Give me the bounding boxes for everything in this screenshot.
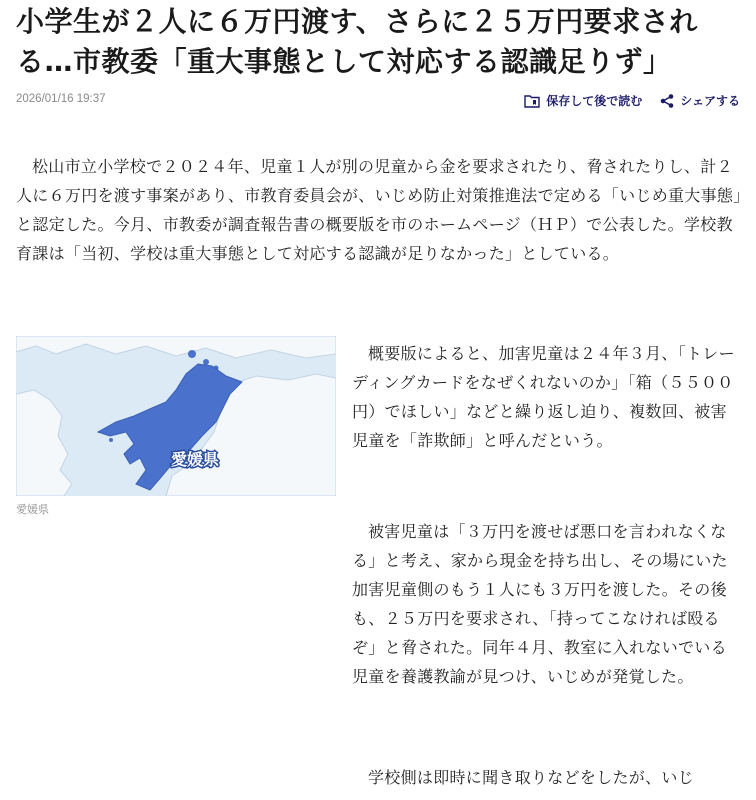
figure-caption: 愛媛県 xyxy=(16,503,49,516)
paragraph-1: 松山市立小学校で２０２４年、児童１人が別の児童から金を要求されたり、脅されたりし、計２人に６万円を渡す事案があり、市教育委員会が、いじめ防止対策推進法で定める「いじめ重大事態」と認定した。今月、市教委が調査報告書の概要版を市のホームページ（ＨＰ）で公表した。学校教育課は「当初、学校は重大事態として対応する認識が足りなかった」としている。 xyxy=(16,157,742,263)
share-label: シェアする xyxy=(680,94,740,108)
article-actions xyxy=(506,92,740,109)
paragraph-4: 学校側は即時に聞き取りなどをしたが、いじ xyxy=(368,768,695,787)
share-icon xyxy=(660,94,674,108)
article-title: 小学生が２人に６万円渡す、さらに２５万円要求される…市教委「重大事態として対応する認識足りず」 xyxy=(16,5,698,78)
bookmark-folder-icon xyxy=(524,94,540,108)
paragraph-2: 概要版によると、加害児童は２４年３月、「トレーディングカードをなぜくれないのか」「箱（５５００円）でほしい」などと繰り返し迫り、複数回、被害児童を「詐欺師」と呼んだという。 xyxy=(352,344,735,450)
save-for-later-label: 保存して後で読む xyxy=(546,94,643,108)
map-label: 愛媛県 xyxy=(171,452,220,469)
ehime-map xyxy=(16,336,336,496)
paragraph-3: 被害児童は「３万円を渡せば悪口を言われなくなる」と考え、家から現金を持ち出し、その場にいた加害児童側のもう１人にも３万円を渡した。その後も、２５万円を要求され、「持ってこなければ殴るぞ」と脅された。同年４月、教室に入れないでいる児童を養護教諭が見つけ、いじめが発覚した。 xyxy=(352,522,728,686)
save-for-later-button[interactable] xyxy=(524,92,642,109)
article-figure xyxy=(16,336,336,496)
publish-date: 2026/01/16 19:37 xyxy=(16,93,106,105)
article-meta xyxy=(16,92,740,110)
share-button[interactable] xyxy=(660,92,740,109)
